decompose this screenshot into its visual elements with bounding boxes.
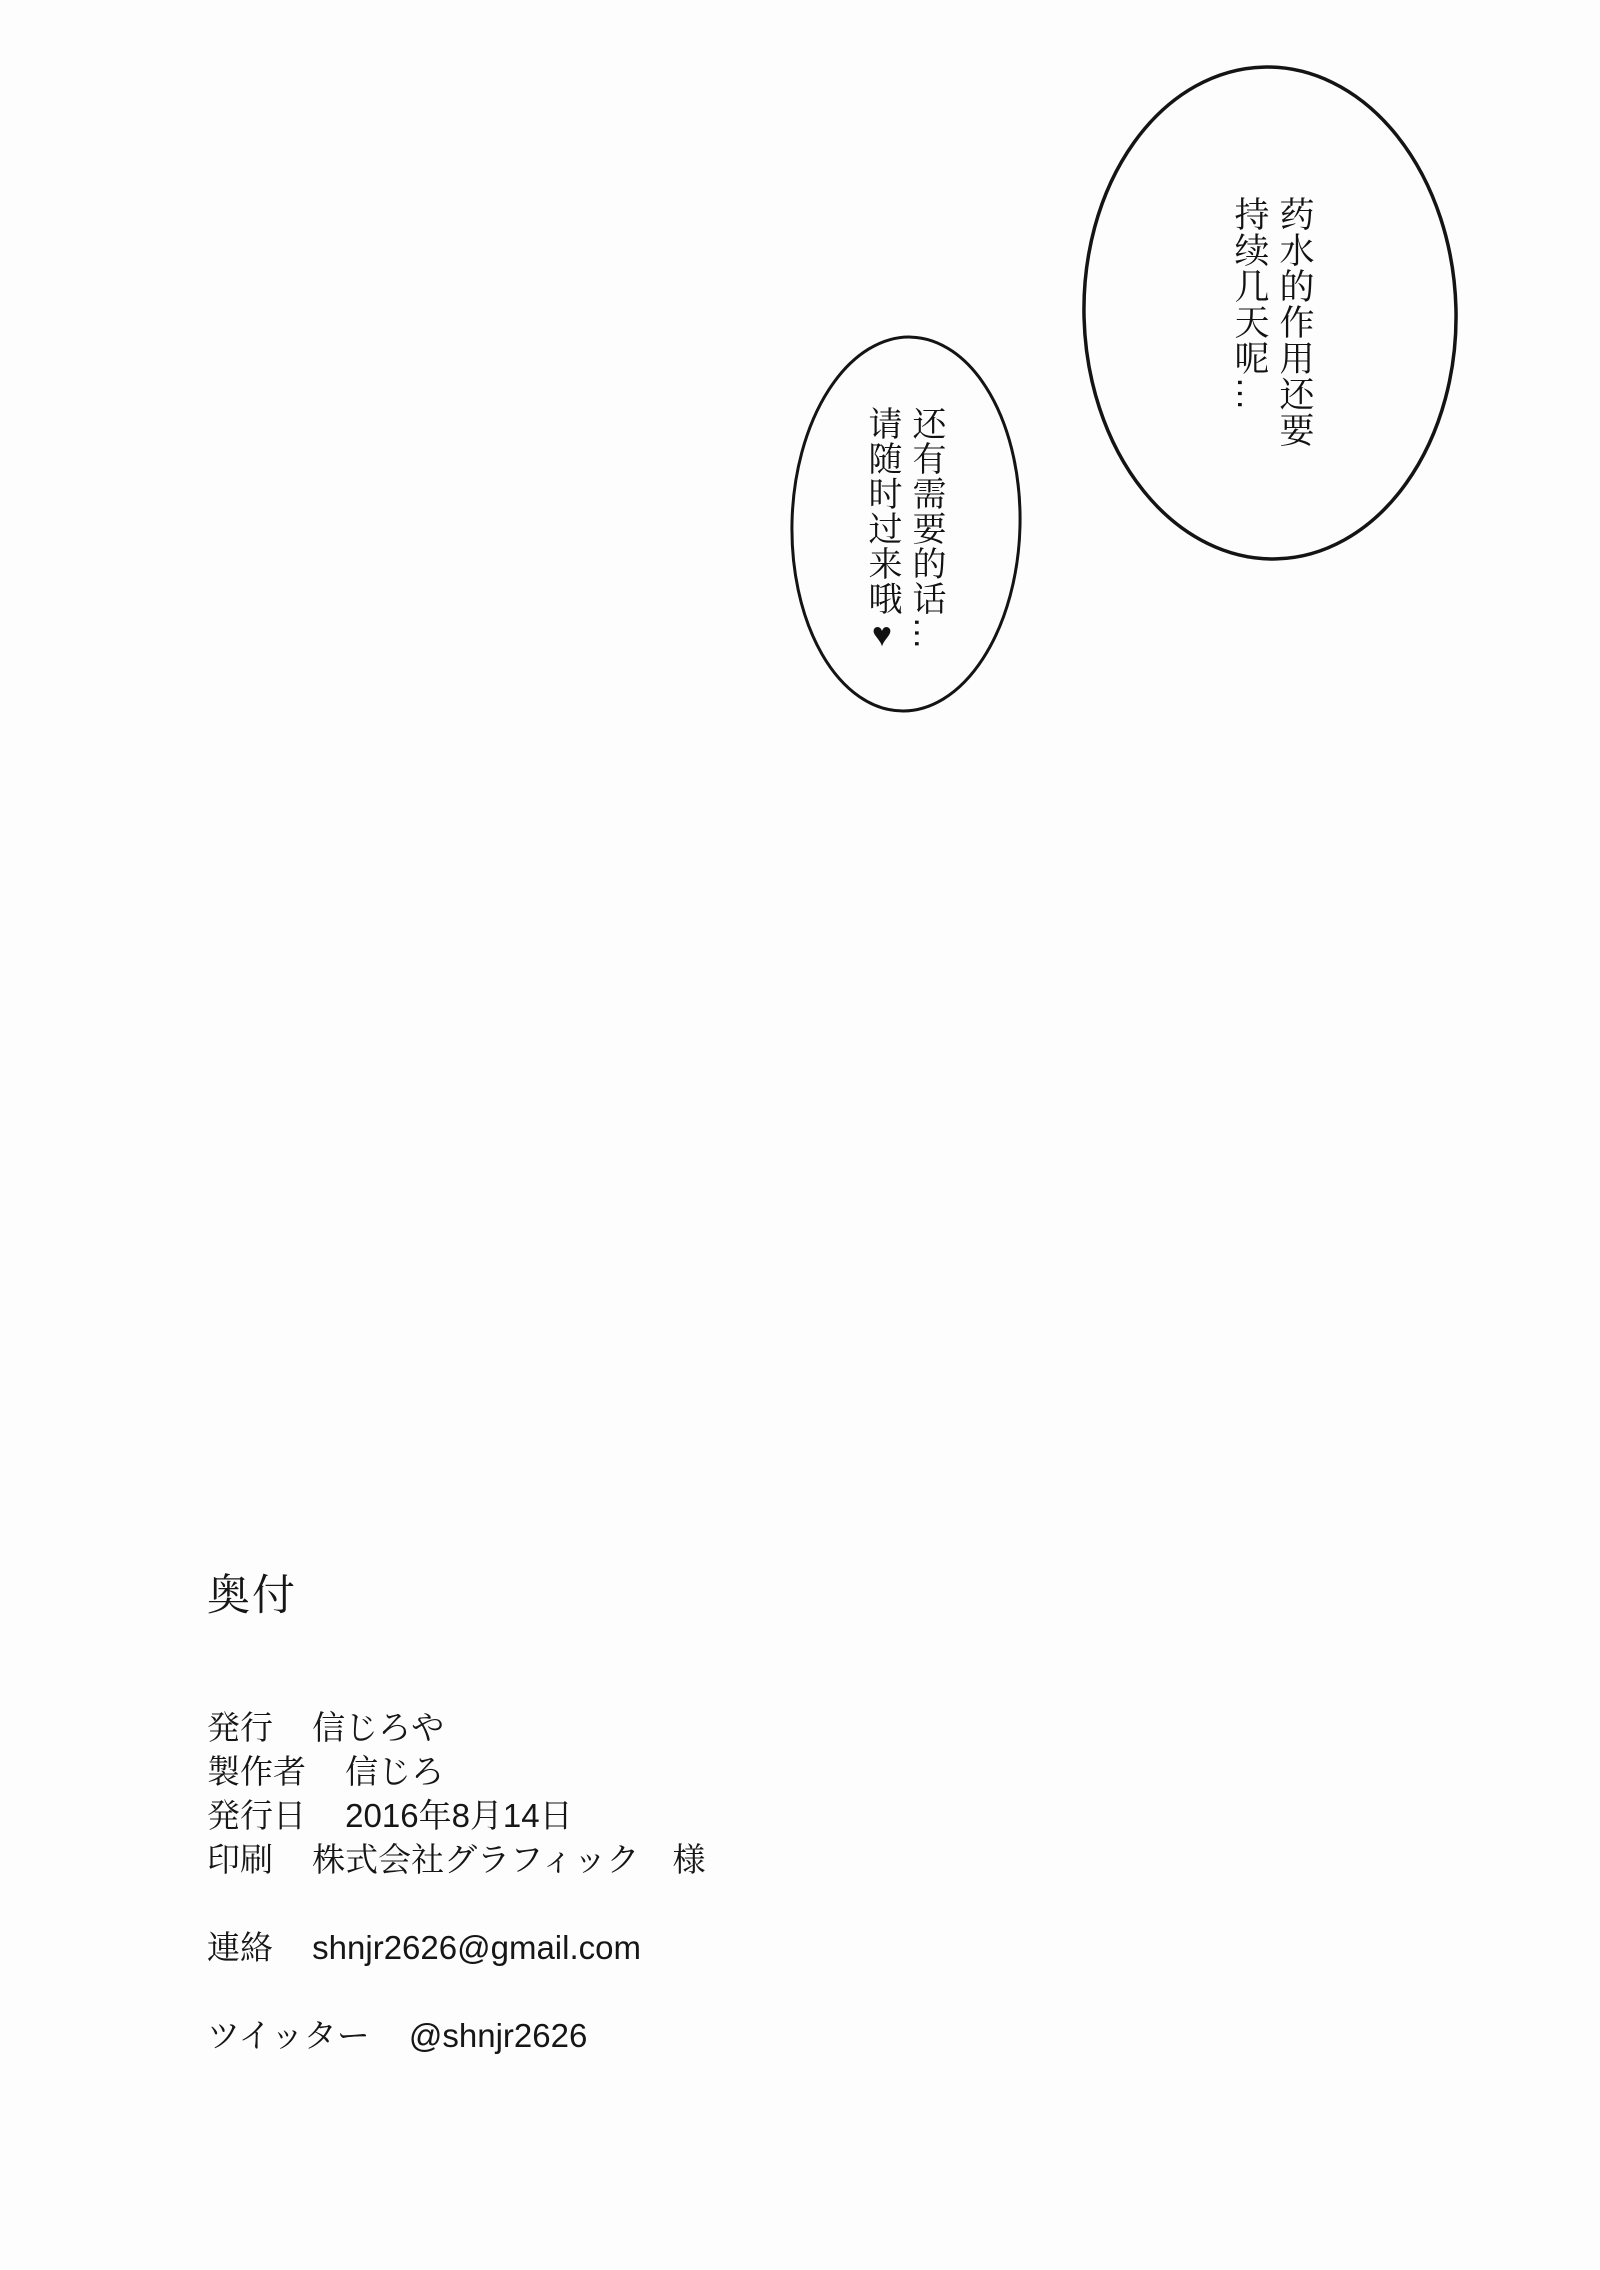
colophon-line-author xyxy=(207,1750,706,1794)
speech-bubble-left-text xyxy=(860,406,948,676)
colophon-heading: 奥付 xyxy=(207,1572,297,1620)
twitter-handle: @shnjr2626 xyxy=(408,2017,588,2054)
colophon xyxy=(207,1706,706,2058)
vertical-text-column: 还有需要的话… xyxy=(907,406,945,651)
author-label: 製作者 xyxy=(207,1753,306,1790)
colophon-line-contact xyxy=(207,1926,706,1970)
vertical-text-column: 请随时过来哦♥ xyxy=(863,406,901,655)
publisher-value: 信じろや xyxy=(312,1709,445,1746)
speech-bubble-right-text xyxy=(1227,196,1317,476)
vertical-text-column: 药水的作用还要 xyxy=(1275,196,1314,448)
printer-value: 株式会社グラフィック 様 xyxy=(312,1841,706,1878)
colophon-line-publisher xyxy=(207,1706,706,1750)
colophon-line-publish-date xyxy=(207,1794,706,1838)
contact-label: 連絡 xyxy=(207,1929,273,1966)
vertical-text-column: 持续几天呢… xyxy=(1230,196,1269,412)
printer-label: 印刷 xyxy=(207,1841,273,1878)
publisher-label: 発行 xyxy=(207,1709,273,1746)
publish-date-value: 2016年8月14日 xyxy=(345,1797,573,1834)
colophon-line-twitter xyxy=(207,2014,706,2058)
twitter-label: ツイッター xyxy=(207,2017,370,2054)
publish-date-label: 発行日 xyxy=(207,1797,306,1834)
contact-email: shnjr2626@gmail.com xyxy=(312,1929,641,1966)
colophon-line-printer xyxy=(207,1838,706,1882)
author-value: 信じろ xyxy=(345,1753,445,1790)
